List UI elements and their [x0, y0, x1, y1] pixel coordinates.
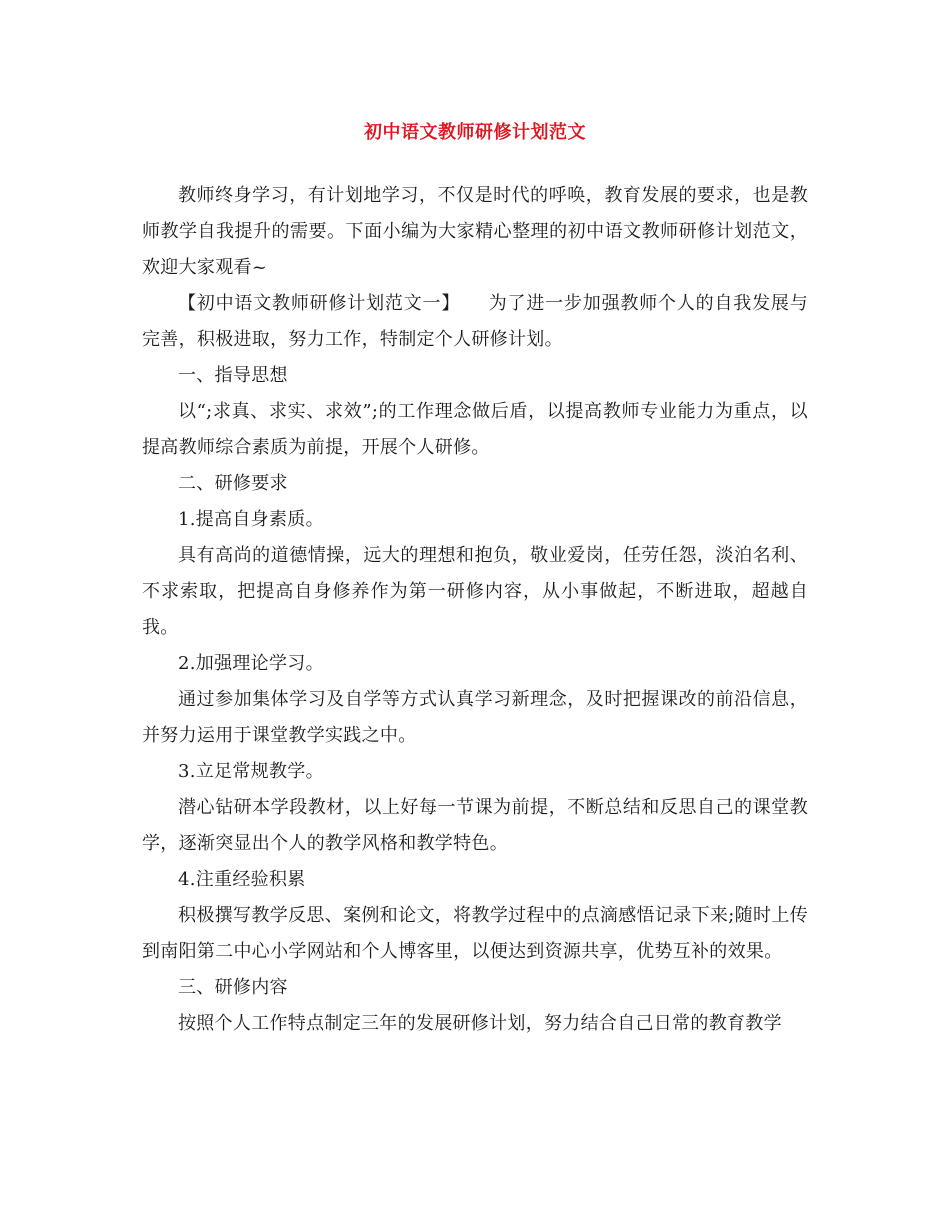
subheading-4: 4.注重经验积累 — [178, 869, 306, 890]
guiding-ideology-paragraph: 以“;求真、求实、求效”;的工作理念做后盾，以提高教师专业能力为重点，以提高教师综合素质为前提，开展个人研修。 — [142, 401, 808, 458]
heading-requirements: 二、研修要求 — [178, 473, 288, 494]
subheading-3: 3.立足常规教学。 — [178, 761, 324, 782]
intro-paragraph: 教师终身学习，有计划地学习，不仅是时代的呼唤，教育发展的要求，也是教师教学自我提升的需要。下面小编为大家精心整理的初中语文教师研修计划范文，欢迎大家观看~ — [142, 185, 808, 278]
document-title: 初中语文教师研修计划范文 — [364, 122, 586, 143]
subheading-2: 2.加强理论学习。 — [178, 653, 324, 674]
heading-guiding-ideology: 一、指导思想 — [178, 365, 288, 386]
content-paragraph: 按照个人工作特点制定三年的发展研修计划，努力结合自己日常的教育教学 — [178, 1013, 782, 1034]
requirement-4-paragraph: 积极撰写教学反思、案例和论文，将教学过程中的点滴感悟记录下来;随时上传到南阳第二中心小学网站和个人博客里，以便达到资源共享，优势互补的效果。 — [142, 905, 808, 962]
requirement-1-paragraph: 具有高尚的道德情操，远大的理想和抱负，敬业爱岗，任劳任怨，淡泊名利、不求索取，把提高自身修养作为第一研修内容，从小事做起，不断进取，超越自我。 — [142, 545, 808, 638]
section-intro-paragraph: 【初中语文教师研修计划范文一】 为了进一步加强教师个人的自我发展与完善，积极进取，努力工作，特制定个人研修计划。 — [142, 293, 808, 350]
requirement-2-paragraph: 通过参加集体学习及自学等方式认真学习新理念，及时把握课改的前沿信息，并努力运用于课堂教学实践之中。 — [142, 689, 808, 746]
subheading-1: 1.提高自身素质。 — [178, 509, 324, 530]
requirement-3-paragraph: 潜心钻研本学段教材，以上好每一节课为前提，不断总结和反思自己的课堂教学，逐渐突显出个人的教学风格和教学特色。 — [142, 797, 808, 854]
heading-content: 三、研修内容 — [178, 977, 288, 998]
